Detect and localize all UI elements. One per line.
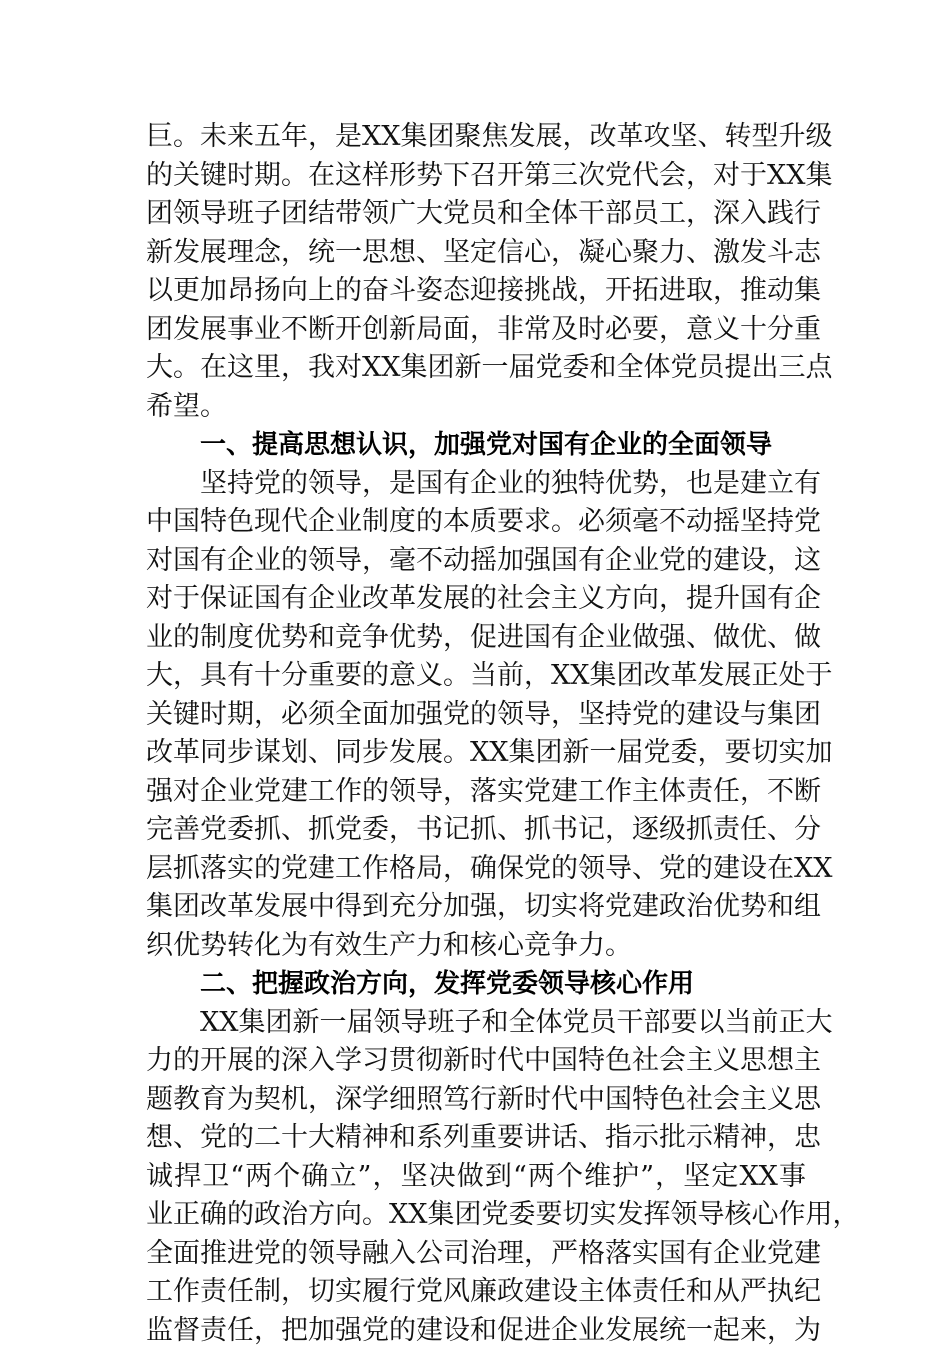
text-line: 监督责任，把加强党的建设和促进企业发展统一起来，为 xyxy=(146,1312,806,1350)
section-heading-2: 二、把握政治方向，发挥党委领导核心作用 xyxy=(146,965,806,1004)
text-line: 新发展理念，统一思想、坚定信心，凝心聚力、激发斗志 xyxy=(146,234,806,273)
text-line: 中国特色现代企业制度的本质要求。必须毫不动摇坚持党 xyxy=(146,503,806,542)
text-line: 大，具有十分重要的意义。当前，XX集团改革发展正处于 xyxy=(146,657,806,696)
text-line: 力的开展的深入学习贯彻新时代中国特色社会主义思想主 xyxy=(146,1042,806,1081)
text-line: 希望。 xyxy=(146,388,806,427)
text-line: 的关键时期。在这样形势下召开第三次党代会，对于XX集 xyxy=(146,157,806,196)
text-line: 对于保证国有企业改革发展的社会主义方向，提升国有企 xyxy=(146,580,806,619)
section-heading-1: 一、提高思想认识，加强党对国有企业的全面领导 xyxy=(146,426,806,465)
text-line: 关键时期，必须全面加强党的领导，坚持党的建设与集团 xyxy=(146,696,806,735)
text-line: 工作责任制，切实履行党风廉政建设主体责任和从严执纪 xyxy=(146,1273,806,1312)
text-line: XX集团新一届领导班子和全体党员干部要以当前正大 xyxy=(146,1004,806,1043)
text-line: 想、党的二十大精神和系列重要讲话、指示批示精神，忠 xyxy=(146,1119,806,1158)
text-line: 以更加昂扬向上的奋斗姿态迎接挑战，开拓进取，推动集 xyxy=(146,272,806,311)
section-1-paragraph xyxy=(146,465,806,966)
text-line: 改革同步谋划、同步发展。XX集团新一届党委，要切实加 xyxy=(146,734,806,773)
text-line: 团发展事业不断开创新局面，非常及时必要，意义十分重 xyxy=(146,311,806,350)
text-line: 层抓落实的党建工作格局，确保党的领导、党的建设在XX xyxy=(146,850,806,889)
text-line: 织优势转化为有效生产力和核心竞争力。 xyxy=(146,927,806,966)
text-line: 对国有企业的领导，毫不动摇加强国有企业党的建设，这 xyxy=(146,542,806,581)
text-line: 巨。未来五年，是XX集团聚焦发展，改革攻坚、转型升级 xyxy=(146,118,806,157)
intro-paragraph xyxy=(146,118,806,426)
text-line: 大。在这里，我对XX集团新一届党委和全体党员提出三点 xyxy=(146,349,806,388)
document-body xyxy=(146,118,806,1350)
text-line: 强对企业党建工作的领导，落实党建工作主体责任，不断 xyxy=(146,773,806,812)
text-line: 完善党委抓、抓党委，书记抓、抓书记，逐级抓责任、分 xyxy=(146,811,806,850)
text-line: 题教育为契机，深学细照笃行新时代中国特色社会主义思 xyxy=(146,1081,806,1120)
text-line: 集团改革发展中得到充分加强，切实将党建政治优势和组 xyxy=(146,888,806,927)
text-line: 业的制度优势和竞争优势，促进国有企业做强、做优、做 xyxy=(146,619,806,658)
text-line: 团领导班子团结带领广大党员和全体干部员工，深入践行 xyxy=(146,195,806,234)
section-2-paragraph xyxy=(146,1004,806,1350)
text-line: 业正确的政治方向。XX集团党委要切实发挥领导核心作用， xyxy=(146,1196,806,1235)
text-line: 坚持党的领导，是国有企业的独特优势，也是建立有 xyxy=(146,465,806,504)
text-line: 诚捍卫“两个确立”，坚决做到“两个维护”，坚定XX事 xyxy=(146,1158,806,1197)
text-line: 全面推进党的领导融入公司治理，严格落实国有企业党建 xyxy=(146,1235,806,1274)
